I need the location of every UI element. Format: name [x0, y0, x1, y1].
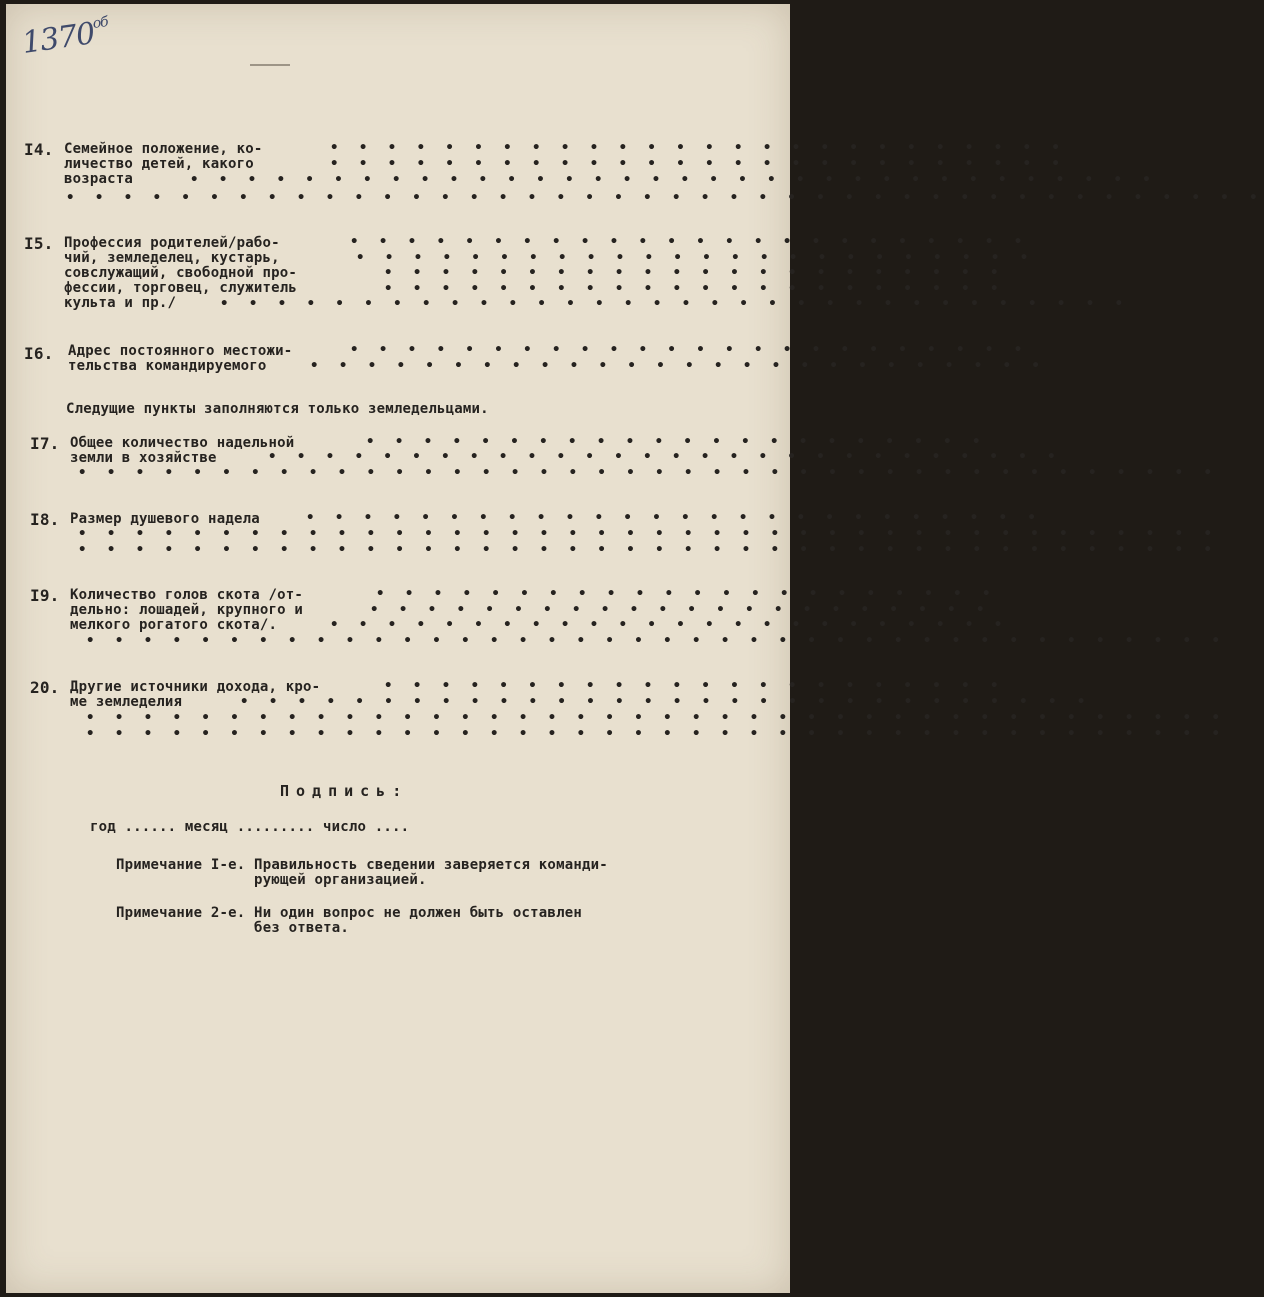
- fill-dots: • • • • • • • • • • • • • • • • • • • • • • • •: [350, 342, 1029, 358]
- item-20-number: 20.: [30, 678, 60, 697]
- item-16-number: I6.: [24, 344, 54, 363]
- fill-dots: • • • • • • • • • • • • • • • • • • • • • • • • • •: [310, 358, 1046, 374]
- fill-dots: • • • • • • • • • • • • • • • • • • • • • •: [384, 678, 1005, 694]
- fill-dots: • • • • • • • • • • • • • • • • • • • • • •: [384, 265, 1005, 281]
- fill-dots: • • • • • • • • • • • • • • • • • • • • • • • • • • • • • • • • • • • • • • • •: [86, 726, 1226, 742]
- top-mark: [250, 64, 290, 66]
- fill-dots: • • • • • • • • • • • • • • • • • • • • • • • • • • • •: [268, 449, 1062, 465]
- item-15-number: I5.: [24, 234, 54, 253]
- fill-dots: • • • • • • • • • • • • • • • • • • • • • • • • • • • • • • • • • • • • • • • •: [86, 633, 1226, 649]
- fill-dots: • • • • • • • • • • • • • • • • • • • • • •: [370, 602, 991, 618]
- date-line: год ...... месяц ......... число ....: [90, 819, 410, 835]
- fill-dots: • • • • • • • • • • • • • • • • • • • • • • • • • • • • • • • •: [220, 296, 1130, 312]
- signature-label: Подпись:: [280, 782, 409, 800]
- fill-dots: • • • • • • • • • • • • • • • • • • • • • •: [366, 434, 987, 450]
- fill-dots: • • • • • • • • • • • • • • • • • • • • • • • • • •: [330, 140, 1066, 156]
- item-19-number: I9.: [30, 586, 60, 605]
- item-14-number: I4.: [24, 140, 54, 159]
- item-17-number: I7.: [30, 434, 60, 453]
- fill-dots: • • • • • • • • • • • • • • • • • • • • • • • • • • • • • • • • • • • • • • • •: [78, 526, 1218, 542]
- note-1: Примечание I-е. Правильность сведении заверяется команди- рующей организацией.: [116, 857, 608, 888]
- fill-dots: • • • • • • • • • • • • • • • • • • • • • • • • • •: [306, 510, 1042, 526]
- item-17-text: Общее количество надельной земли в хозяйстве: [70, 435, 295, 466]
- fill-dots: • • • • • • • • • • • • • • • • • • • • • • • • • • • • • • • • • • • • • • • •: [86, 710, 1226, 726]
- fill-dots: • • • • • • • • • • • • • • • • • • • • • • • • • • • • • • • • • •: [190, 172, 1157, 188]
- item-15-text: Профессия родителей/рабо- чий, земледелец, кустарь, совслужащий, свободной про- фессии, торговец, служитель культа и пр./: [64, 235, 297, 311]
- item-16-text: Адрес постоянного местожи- тельства командируемого: [68, 343, 293, 374]
- fill-dots: • • • • • • • • • • • • • • • • • • • • • • • • • •: [330, 156, 1066, 172]
- fill-dots: • • • • • • • • • • • • • • • • • • • • • • • • • • • • • • • • • • • • • • • •: [78, 542, 1218, 558]
- section-header: Следущие пункты заполняются только земледельцами.: [66, 401, 489, 417]
- fill-dots: • • • • • • • • • • • • • • • • • • • • • • • • • • • • • • • • • • • • • • • • • •: [66, 190, 1264, 206]
- item-18-number: I8.: [30, 510, 60, 529]
- fill-dots: • • • • • • • • • • • • • • • • • • • • • • • • • • • • • •: [240, 694, 1092, 710]
- item-19-text: Количество голов скота /от- дельно: лошадей, крупного и мелкого рогатого скота/.: [70, 587, 303, 633]
- fill-dots: • • • • • • • • • • • • • • • • • • • • • •: [376, 586, 997, 602]
- fill-dots: • • • • • • • • • • • • • • • • • • • • • • • •: [330, 617, 1009, 633]
- item-18-text: Размер душевого надела: [70, 511, 260, 527]
- fill-dots: • • • • • • • • • • • • • • • • • • • • • • • • • • • • • • • • • • • • • • • •: [78, 465, 1218, 481]
- document-page: [6, 4, 1264, 1293]
- note-2: Примечание 2-е. Ни один вопрос не должен быть оставлен без ответа.: [116, 905, 582, 936]
- item-20-text: Другие источники дохода, кро- ме земледелия: [70, 679, 321, 710]
- fill-dots: • • • • • • • • • • • • • • • • • • • • • •: [384, 281, 1005, 297]
- archive-number: $1370^{об}$: [19, 14, 109, 61]
- fill-dots: • • • • • • • • • • • • • • • • • • • • • • • •: [356, 250, 1035, 266]
- item-14-text: Семейное положение, ко- личество детей, какого возраста: [64, 141, 263, 187]
- fill-dots: • • • • • • • • • • • • • • • • • • • • • • • •: [350, 234, 1029, 250]
